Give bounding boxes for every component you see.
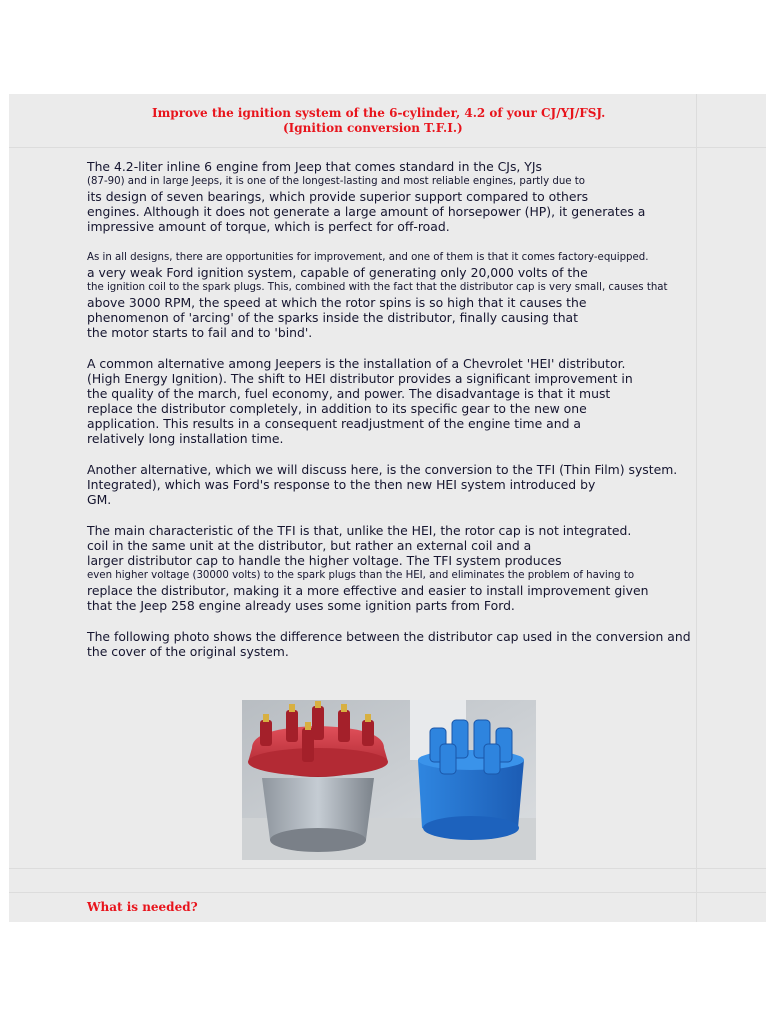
paragraph-line: (High Energy Ignition). The shift to HEI distributor provides a significant improvement in — [87, 371, 633, 386]
paragraph-gap — [87, 446, 707, 462]
paragraph-line: As in all designs, there are opportunities for improvement, and one of them is that it comes factory-equipped. — [87, 252, 649, 263]
paragraph-line: impressive amount of torque, which is perfect for off-road. — [87, 219, 450, 234]
paragraph-gap — [87, 340, 707, 356]
paragraph-line: even higher voltage (30000 volts) to the spark plugs than the HEI, and eliminates the problem of having to — [87, 570, 635, 581]
paragraph-line: The 4.2-liter inline 6 engine from Jeep that comes standard in the CJs, YJs — [87, 159, 542, 174]
section-heading: What is needed? — [87, 900, 198, 914]
paragraph-gap — [87, 507, 707, 523]
paragraph-line: the quality of the march, fuel economy, and power. The disadvantage is that it must — [87, 386, 611, 401]
paragraph-line: A common alternative among Jeepers is the installation of a Chevrolet 'HEI' distributor. — [87, 356, 626, 371]
paragraph-line: (87-90) and in large Jeeps, it is one of the longest-lasting and most reliable engines, partly due to — [87, 176, 586, 187]
paragraph-gap — [87, 613, 707, 629]
article-body — [87, 159, 707, 659]
paragraph-line: above 3000 RPM, the speed at which the rotor spins is so high that it causes the — [87, 295, 587, 310]
paragraph-line: phenomenon of 'arcing' of the sparks inside the distributor, finally causing that — [87, 310, 579, 325]
paragraph-line: The main characteristic of the TFI is that, unlike the HEI, the rotor cap is not integrated. — [87, 523, 632, 538]
paragraph-line: The following photo shows the difference between the distributor cap used in the conversion and — [87, 629, 691, 644]
paragraph-line: engines. Although it does not generate a large amount of horsepower (HP), it generates a — [87, 204, 646, 219]
distributor-caps-icon — [242, 700, 536, 860]
paragraph-line: Another alternative, which we will discuss here, is the conversion to the TFI (Thin Film) system. — [87, 462, 678, 477]
paragraph-line: GM. — [87, 492, 112, 507]
paragraph-gap — [87, 234, 707, 250]
paragraph-line: the ignition coil to the spark plugs. This, combined with the fact that the distributor cap is very small, causes that — [87, 282, 668, 293]
paragraph-line: larger distributor cap to handle the higher voltage. The TFI system produces — [87, 553, 562, 568]
paragraph-line: Integrated), which was Ford's response to the then new HEI system introduced by — [87, 477, 596, 492]
paragraph-line: relatively long installation time. — [87, 431, 284, 446]
paragraph-line: a very weak Ford ignition system, capable of generating only 20,000 volts of the — [87, 265, 588, 280]
divider — [9, 892, 766, 893]
paragraph-line: that the Jeep 258 engine already uses some ignition parts from Ford. — [87, 598, 515, 613]
title-line-1: Improve the ignition system of the 6-cylinder, 4.2 of your CJ/YJ/FSJ. — [152, 106, 606, 120]
paragraph-line: the motor starts to fail and to 'bind'. — [87, 325, 313, 340]
title-line-2: (Ignition conversion T.F.I.) — [283, 121, 463, 135]
page-title — [9, 106, 766, 136]
distributor-caps-photo — [242, 700, 536, 860]
divider — [9, 868, 766, 869]
paragraph-line: application. This results in a consequent readjustment of the engine time and a — [87, 416, 581, 431]
divider — [9, 147, 766, 148]
paragraph-line: coil in the same unit at the distributor, but rather an external coil and a — [87, 538, 532, 553]
paragraph-line: replace the distributor, making it a more effective and easier to install improvement given — [87, 583, 649, 598]
paragraph-line: its design of seven bearings, which provide superior support compared to others — [87, 189, 589, 204]
paragraph-line: the cover of the original system. — [87, 644, 289, 659]
paragraph-line: replace the distributor completely, in addition to its specific gear to the new one — [87, 401, 587, 416]
